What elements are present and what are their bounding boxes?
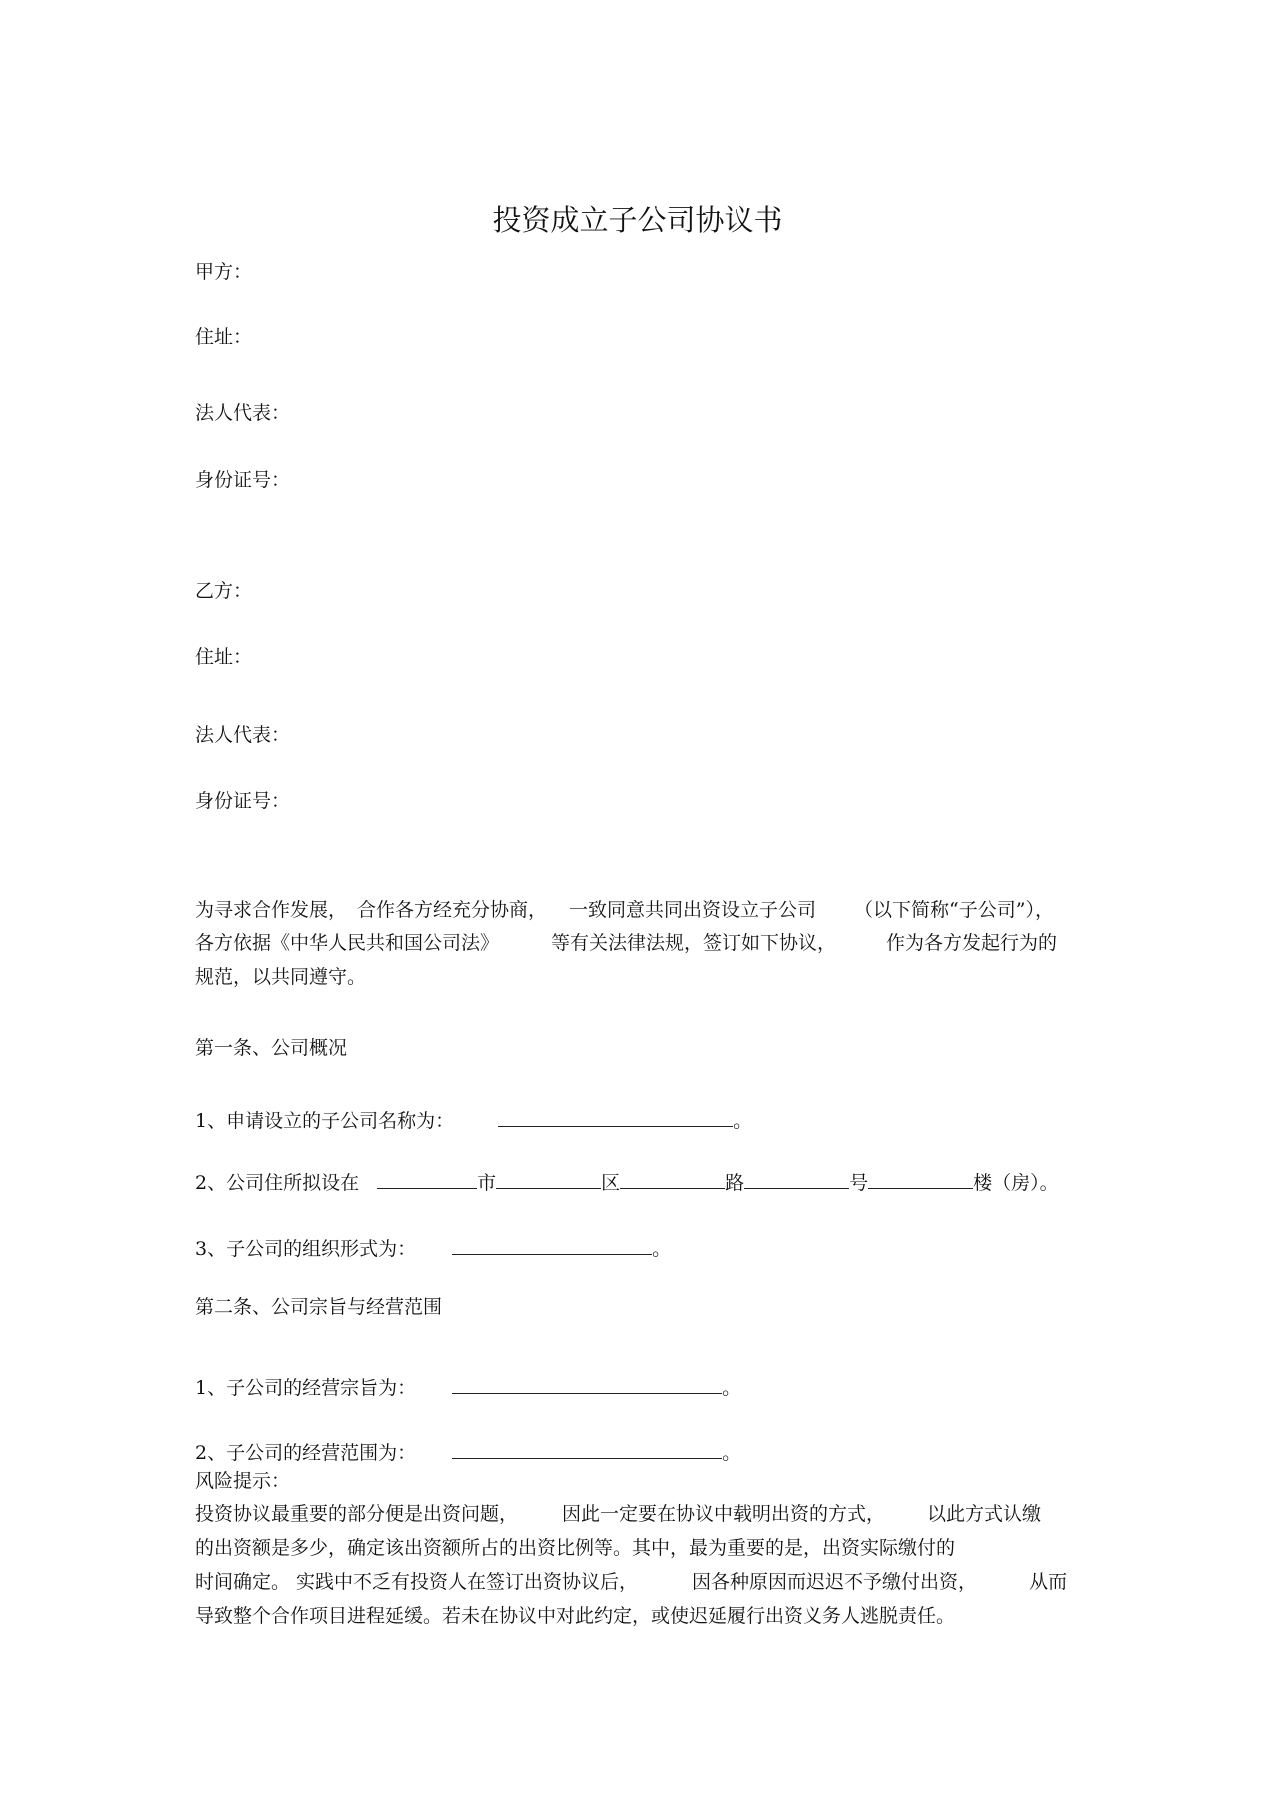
preamble-line: 规范，以共同遵守。 [195, 966, 367, 988]
article2-heading: 第二条、公司宗旨与经营范围 [195, 1296, 443, 1318]
risk-line [195, 1570, 1067, 1594]
text: 时间确定。 实践中不乏有投资人在签订出资协议后， [195, 1571, 639, 1593]
text: 1、申请设立的子公司名称为： [195, 1110, 455, 1132]
party-a-label: 甲方： [195, 261, 253, 283]
org-form-blank[interactable] [452, 1236, 652, 1255]
risk-line: 的出资额是多少，确定该出资额所占的出资比例等。其中，最为重要的是，出资实际缴付的 [195, 1537, 956, 1559]
text: 。 [652, 1238, 672, 1260]
number-blank[interactable] [744, 1170, 849, 1189]
risk-heading: 风险提示： [195, 1470, 291, 1492]
risk-line [195, 1502, 1041, 1526]
text: 3、子公司的组织形式为： [195, 1238, 417, 1260]
text: 一致同意共同出资设立子公司 [569, 899, 817, 921]
text: 为寻求合作发展， [195, 899, 348, 921]
text: 2、子公司的经营范围为： [195, 1442, 417, 1464]
text: 投资协议最重要的部分便是出资问题， [195, 1503, 519, 1525]
article2-item1 [195, 1375, 741, 1400]
text: 以此方式认缴 [927, 1503, 1042, 1525]
article1-item2 [195, 1170, 1059, 1195]
preamble-line [195, 898, 1054, 922]
building-blank[interactable] [868, 1170, 973, 1189]
text: 从而 [1029, 1571, 1068, 1593]
party-b-address: 住址： [195, 646, 253, 668]
text: 楼（房）。 [973, 1172, 1059, 1194]
district-blank[interactable] [496, 1170, 601, 1189]
preamble-line [195, 931, 1057, 955]
scope-blank[interactable] [452, 1440, 722, 1459]
party-a-id: 身份证号： [195, 469, 291, 491]
text: 合作各方经充分协商， [357, 899, 548, 921]
party-a-legal-rep: 法人代表： [195, 402, 291, 424]
text: 。 [722, 1442, 742, 1464]
text: 号 [849, 1172, 869, 1194]
text: 2、公司住所拟设在 [195, 1172, 360, 1194]
city-blank[interactable] [377, 1170, 477, 1189]
text: 区 [601, 1172, 621, 1194]
purpose-blank[interactable] [452, 1375, 722, 1394]
text: 等有关法律法规，签订如下协议， [551, 932, 837, 954]
article1-heading: 第一条、公司概况 [195, 1037, 348, 1059]
text: 因各种原因而迟迟不予缴付出资， [692, 1571, 978, 1593]
text: 1、子公司的经营宗旨为： [195, 1377, 417, 1399]
company-name-blank[interactable] [498, 1108, 733, 1127]
text: 各方依据《中华人民共和国公司法》 [195, 932, 500, 954]
text: 市 [477, 1172, 497, 1194]
party-b-legal-rep: 法人代表： [195, 724, 291, 746]
document-title: 投资成立子公司协议书 [492, 203, 783, 237]
text: 。 [733, 1110, 753, 1132]
party-b-id: 身份证号： [195, 790, 291, 812]
road-blank[interactable] [620, 1170, 725, 1189]
text: 因此一定要在协议中载明出资的方式， [562, 1503, 886, 1525]
text: 作为各方发起行为的 [886, 932, 1058, 954]
text: 路 [725, 1172, 745, 1194]
text: （以下简称“子公司”）， [854, 899, 1054, 921]
article2-item2 [195, 1440, 741, 1465]
party-a-address: 住址： [195, 326, 253, 348]
article1-item3 [195, 1236, 671, 1261]
article1-item1 [195, 1108, 752, 1133]
party-b-label: 乙方： [195, 580, 253, 602]
text: 。 [722, 1377, 742, 1399]
risk-line: 导致整个合作项目进程延缓。若未在协议中对此约定，或使迟延履行出资义务人逃脱责任。 [195, 1605, 956, 1627]
